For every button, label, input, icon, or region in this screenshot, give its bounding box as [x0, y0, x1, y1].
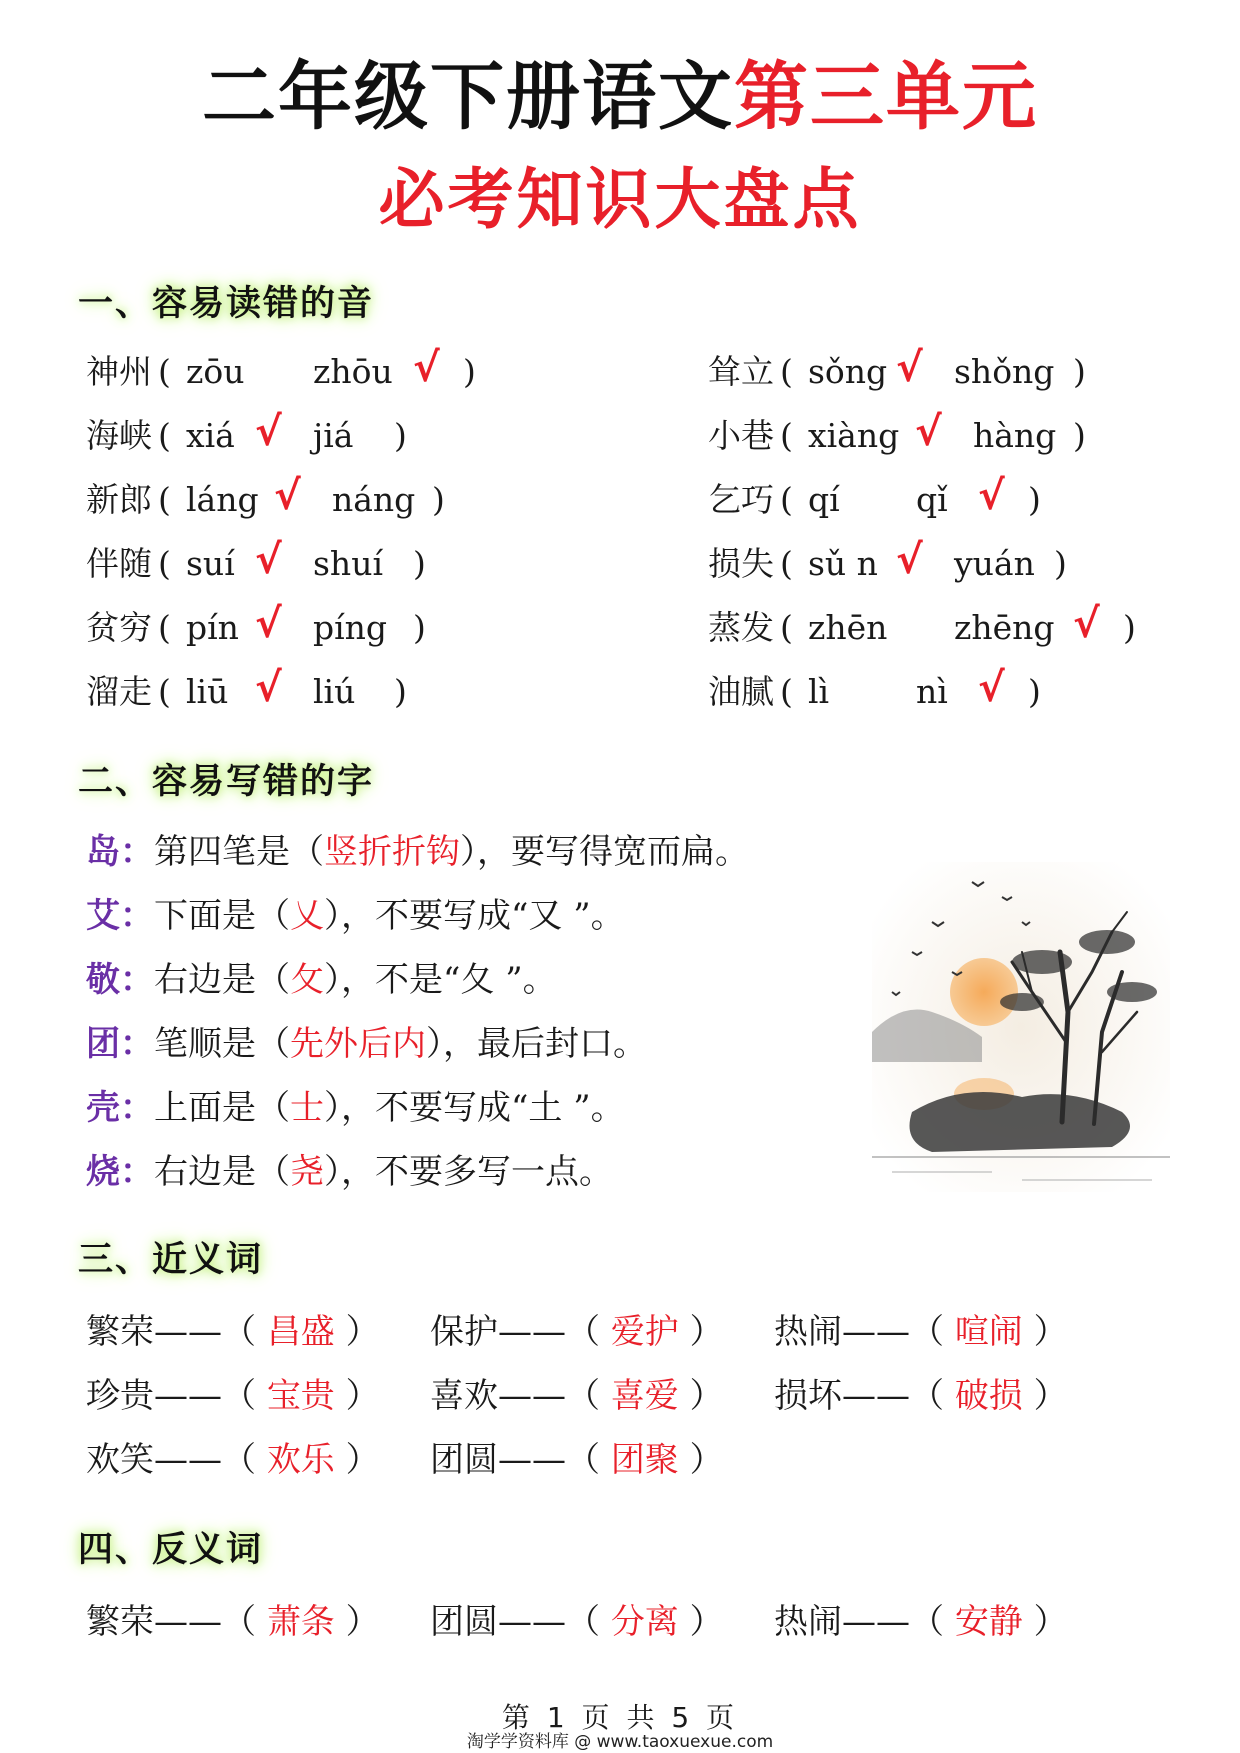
check-icon: √	[978, 473, 1005, 519]
hint-after: ），最后封口。	[426, 1024, 647, 1064]
check-icon: √	[896, 345, 923, 391]
pron-word: 损失	[708, 544, 774, 583]
pronunciation-row	[708, 660, 1168, 724]
pron-word: 神州	[86, 352, 152, 391]
answer: 先外后内	[290, 1024, 426, 1064]
writing-item	[86, 1012, 749, 1076]
base-word: 繁荣	[86, 1312, 154, 1352]
pronunciation-row	[86, 532, 546, 596]
dash: ——（	[154, 1376, 267, 1416]
target-char: 烧	[86, 1152, 120, 1192]
check-icon: √	[255, 409, 282, 455]
open-paren: (	[158, 416, 171, 455]
answer-word: 宝贵	[266, 1376, 335, 1416]
close-paren: )	[394, 416, 407, 455]
close-paren: )	[432, 480, 445, 519]
pinyin-option-a: qí	[808, 480, 840, 519]
pinyin-option-b: píng	[313, 608, 388, 647]
pinyin-option-a: zōu	[186, 352, 245, 391]
open-paren: (	[780, 544, 793, 583]
answer: 士	[290, 1088, 324, 1128]
close-paren: )	[1073, 352, 1086, 391]
close-paren: ）	[1022, 1602, 1068, 1642]
pinyin-option-a: zhēn	[808, 608, 888, 647]
pronunciation-row	[86, 468, 546, 532]
section4-heading: 四、反义词	[78, 1530, 264, 1570]
word-pair	[430, 1428, 724, 1492]
base-word: 保护	[430, 1312, 498, 1352]
colon: ：	[120, 1088, 154, 1128]
pinyin-option-a: xiá	[186, 416, 235, 455]
answer: 攵	[290, 960, 324, 1000]
pinyin-option-a: sǔ n	[808, 544, 878, 583]
close-paren: ）	[334, 1312, 380, 1352]
close-paren: ）	[678, 1376, 724, 1416]
base-word: 团圆	[430, 1602, 498, 1642]
pron-word: 海峡	[86, 416, 152, 455]
page-title	[0, 52, 1240, 142]
base-word: 珍贵	[86, 1376, 154, 1416]
writing-item	[86, 1140, 749, 1204]
pron-word: 新郎	[86, 480, 152, 519]
check-icon: √	[255, 665, 282, 711]
hint-before: 第四笔是（	[154, 832, 324, 872]
pron-word: 伴随	[86, 544, 152, 583]
pinyin-option-a: liū	[186, 672, 229, 711]
pronunciation-row	[86, 660, 546, 724]
word-pair	[774, 1590, 1068, 1654]
landscape-painting	[872, 862, 1170, 1192]
close-paren: ）	[334, 1602, 380, 1642]
close-paren: )	[1054, 544, 1067, 583]
pinyin-option-b: shǒng	[954, 352, 1055, 391]
close-paren: ）	[1022, 1376, 1068, 1416]
hint-after: ），要写得宽而扁。	[460, 832, 749, 872]
check-icon: √	[274, 473, 301, 519]
answer-word: 喧闹	[954, 1312, 1023, 1352]
hint-after: ），不要写成“土 ”。	[324, 1088, 625, 1128]
base-word: 热闹	[774, 1602, 842, 1642]
base-word: 欢笑	[86, 1440, 154, 1480]
hint-after: ），不要写成“又 ”。	[324, 896, 625, 936]
target-char: 艾	[86, 896, 120, 936]
word-pair	[86, 1300, 380, 1364]
pinyin-option-b: zhēng	[954, 608, 1055, 647]
pron-word: 贫穷	[86, 608, 152, 647]
close-paren: ）	[334, 1440, 380, 1480]
base-word: 繁荣	[86, 1602, 154, 1642]
pronunciation-list-left	[86, 340, 546, 724]
target-char: 壳	[86, 1088, 120, 1128]
open-paren: (	[780, 608, 793, 647]
writing-item	[86, 948, 749, 1012]
open-paren: (	[780, 480, 793, 519]
open-paren: (	[158, 480, 171, 519]
colon: ：	[120, 960, 154, 1000]
close-paren: )	[1028, 480, 1041, 519]
answer-word: 安静	[954, 1602, 1023, 1642]
dash: ——（	[154, 1312, 267, 1352]
dash: ——（	[842, 1312, 955, 1352]
word-pair	[430, 1364, 724, 1428]
writing-list	[86, 820, 749, 1204]
pron-word: 蒸发	[708, 608, 774, 647]
pinyin-option-a: pín	[186, 608, 239, 647]
check-icon: √	[978, 665, 1005, 711]
pron-word: 耸立	[708, 352, 774, 391]
writing-item	[86, 820, 749, 884]
pron-word: 小巷	[708, 416, 774, 455]
answer-word: 萧条	[266, 1602, 335, 1642]
answer-word: 昌盛	[266, 1312, 335, 1352]
dash: ——（	[498, 1440, 611, 1480]
pinyin-option-b: shuí	[313, 544, 383, 583]
page-number: 第 1 页 共 5 页	[501, 1701, 739, 1734]
target-char: 岛	[86, 832, 120, 872]
pronunciation-row	[86, 340, 546, 404]
answer-word: 喜爱	[610, 1376, 679, 1416]
close-paren: ）	[1022, 1312, 1068, 1352]
answer-word: 欢乐	[266, 1440, 335, 1480]
answer: 竖折折钩	[324, 832, 460, 872]
section3-heading: 三、近义词	[78, 1240, 264, 1280]
pinyin-option-a: lì	[808, 672, 830, 711]
base-word: 喜欢	[430, 1376, 498, 1416]
dash: ——（	[154, 1602, 267, 1642]
answer: 乂	[290, 896, 324, 936]
pronunciation-row	[708, 532, 1168, 596]
pinyin-option-b: náng	[332, 480, 416, 519]
dash: ——（	[498, 1602, 611, 1642]
pinyin-option-a: sǒng	[808, 352, 888, 391]
word-pair	[86, 1590, 380, 1654]
section1-heading: 一、容易读错的音	[78, 284, 375, 324]
pinyin-option-a: láng	[186, 480, 259, 519]
open-paren: (	[158, 672, 171, 711]
answer: 尧	[290, 1152, 324, 1192]
answer-word: 爱护	[610, 1312, 679, 1352]
dash: ——（	[154, 1440, 267, 1480]
base-word: 团圆	[430, 1440, 498, 1480]
check-icon: √	[896, 537, 923, 583]
pinyin-option-b: yuán	[954, 544, 1035, 583]
colon: ：	[120, 1152, 154, 1192]
word-pair	[774, 1300, 1068, 1364]
pinyin-option-b: jiá	[313, 416, 354, 455]
pronunciation-row	[86, 404, 546, 468]
writing-item	[86, 1076, 749, 1140]
check-icon: √	[915, 409, 942, 455]
writing-item	[86, 884, 749, 948]
open-paren: (	[158, 352, 171, 391]
pronunciation-row	[708, 468, 1168, 532]
answer-word: 团聚	[610, 1440, 679, 1480]
title-part2: 第三单元	[734, 54, 1038, 140]
close-paren: ）	[678, 1602, 724, 1642]
dash: ——（	[842, 1602, 955, 1642]
check-icon: √	[255, 601, 282, 647]
hint-after: ），不要多写一点。	[324, 1152, 613, 1192]
close-paren: )	[394, 672, 407, 711]
open-paren: (	[780, 416, 793, 455]
target-char: 敬	[86, 960, 120, 1000]
dash: ——（	[842, 1376, 955, 1416]
open-paren: (	[780, 352, 793, 391]
pronunciation-row	[708, 340, 1168, 404]
check-icon: √	[413, 345, 440, 391]
pronunciation-list-right	[708, 340, 1168, 724]
pinyin-option-b: nì	[916, 672, 948, 711]
open-paren: (	[158, 608, 171, 647]
pinyin-option-b: hàng	[973, 416, 1057, 455]
colon: ：	[120, 896, 154, 936]
open-paren: (	[780, 672, 793, 711]
word-pair	[774, 1364, 1068, 1428]
close-paren: )	[1123, 608, 1136, 647]
pinyin-option-a: suí	[186, 544, 235, 583]
base-word: 损坏	[774, 1376, 842, 1416]
hint-before: 笔顺是（	[154, 1024, 290, 1064]
word-pair	[86, 1428, 380, 1492]
close-paren: )	[413, 544, 426, 583]
section2-heading: 二、容易写错的字	[78, 762, 375, 802]
close-paren: )	[413, 608, 426, 647]
hint-before: 右边是（	[154, 960, 290, 1000]
word-pair	[86, 1364, 380, 1428]
hint-before: 上面是（	[154, 1088, 290, 1128]
colon: ：	[120, 1024, 154, 1064]
colon: ：	[120, 832, 154, 872]
title-part1: 二年级下册语文	[202, 54, 734, 140]
pinyin-option-b: zhōu	[313, 352, 393, 391]
dash: ——（	[498, 1376, 611, 1416]
open-paren: (	[158, 544, 171, 583]
word-pair	[430, 1300, 724, 1364]
pron-word: 油腻	[708, 672, 774, 711]
close-paren: ）	[678, 1440, 724, 1480]
pronunciation-row	[708, 404, 1168, 468]
hint-after: ），不是“夂 ”。	[324, 960, 557, 1000]
close-paren: ）	[678, 1312, 724, 1352]
hint-before: 右边是（	[154, 1152, 290, 1192]
check-icon: √	[255, 537, 282, 583]
word-pair	[430, 1590, 724, 1654]
pronunciation-row	[86, 596, 546, 660]
close-paren: )	[1028, 672, 1041, 711]
target-char: 团	[86, 1024, 120, 1064]
pron-word: 乞巧	[708, 480, 774, 519]
pron-word: 溜走	[86, 672, 152, 711]
page-subtitle: 必考知识大盘点	[378, 161, 862, 238]
answer-word: 破损	[954, 1376, 1023, 1416]
close-paren: )	[1073, 416, 1086, 455]
close-paren: ）	[334, 1376, 380, 1416]
pinyin-option-a: xiàng	[808, 416, 900, 455]
pinyin-option-b: liú	[313, 672, 356, 711]
answer-word: 分离	[610, 1602, 679, 1642]
source-credit: 淘学学资料库 @ www.taoxuexue.com	[466, 1732, 774, 1752]
check-icon: √	[1073, 601, 1100, 647]
hint-before: 下面是（	[154, 896, 290, 936]
pinyin-option-b: qǐ	[916, 480, 948, 519]
base-word: 热闹	[774, 1312, 842, 1352]
pronunciation-row	[708, 596, 1168, 660]
close-paren: )	[463, 352, 476, 391]
dash: ——（	[498, 1312, 611, 1352]
